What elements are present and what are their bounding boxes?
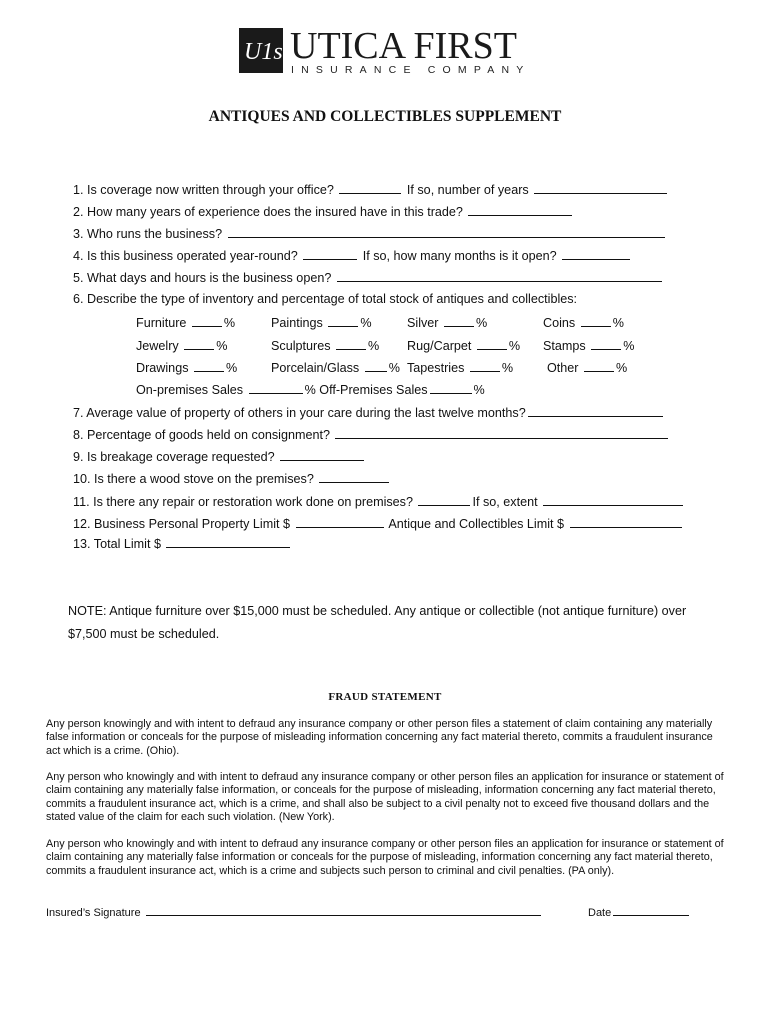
q1-field[interactable] [339,181,401,194]
q8-label: 8. Percentage of goods held on consignment? [73,428,330,442]
logo-mark-text: U1st [244,39,290,65]
tapestries-field[interactable] [470,359,500,372]
inv-coins: Coins % [543,316,624,330]
q4-field[interactable] [303,247,357,260]
fraud-pa: Any person who knowingly and with intent to defraud any insurance company or other person files an application for insurance or statement of claim containing any materially false information or conceals for the purpose of misleading, information concerning any fact material thereto, commits a fraudulent insurance act, which is a crime and subjects such person to criminal and civil penalties. (PA only). [46,838,724,877]
inv-rugcarpet: Rug/Carpet % [407,339,521,353]
q12-label: 12. Business Personal Property Limit $ [73,517,290,531]
stamps-field[interactable] [591,337,621,350]
fraud-ohio: Any person knowingly and with intent to defraud any insurance company or other person files a statement of claim containing any materially false information or conceals for the purpose of misleading information concerning any fact material thereto, commits a fraudulent insurance act which is a crime. (Ohio). [46,718,713,757]
q5-field[interactable] [337,269,662,282]
q12-field[interactable] [296,515,384,528]
fraud-heading: FRAUD STATEMENT [328,691,442,703]
sculptures-field[interactable] [336,337,366,350]
question-11 [73,493,685,509]
question-4 [73,247,632,263]
coins-field[interactable] [581,314,611,327]
offprem-field[interactable] [430,381,472,394]
inv-porcelain: Porcelain/Glass % [271,361,400,375]
q4b-field[interactable] [562,247,630,260]
q12b-field[interactable] [570,515,682,528]
drawings-field[interactable] [194,359,224,372]
note-line-2: $7,500 must be scheduled. [68,627,220,641]
q9-label: 9. Is breakage coverage requested? [73,450,275,464]
q5-label: 5. What days and hours is the business open? [73,271,332,285]
company-logo-mark [239,28,290,73]
inv-drawings: Drawings % [136,361,238,375]
q9-field[interactable] [280,448,364,461]
signature-label: Insured’s Signature [46,907,141,919]
q2-label: 2. How many years of experience does the insured have in this trade? [73,205,463,219]
q7-field[interactable] [528,404,663,417]
q8-field[interactable] [335,426,668,439]
inv-jewelry: Jewelry % [136,339,228,353]
question-2 [73,203,574,219]
signature-row [46,905,543,919]
company-subtitle: INSURANCE COMPANY [291,64,531,76]
signature-field[interactable] [146,905,541,916]
q4b-label: If so, how many months is it open? [362,249,557,263]
q11b-field[interactable] [543,493,683,506]
question-7 [73,404,665,420]
inv-other: Other % [547,361,628,375]
q13-field[interactable] [166,537,290,548]
question-6: 6. Describe the type of inventory and percentage of total stock of antiques and collectibles: [73,292,578,306]
q3-label: 3. Who runs the business? [73,227,223,241]
inv-stamps: Stamps % [543,339,635,353]
q13-label: 13. Total Limit $ [73,537,161,551]
inv-sculptures: Sculptures % [271,339,380,353]
furniture-field[interactable] [192,314,222,327]
rugcarpet-field[interactable] [477,337,507,350]
question-8 [73,426,670,442]
q11-label: 11. Is there any repair or restoration work done on premises? [73,495,413,509]
other-field[interactable] [584,359,614,372]
date-field[interactable] [613,905,689,916]
jewelry-field[interactable] [184,337,214,350]
q2-field[interactable] [468,203,572,216]
q7-label: 7. Average value of property of others in your care during the last twelve months? [73,406,526,420]
paintings-field[interactable] [328,314,358,327]
q3-field[interactable] [228,225,665,238]
question-10 [73,470,391,486]
q1-label: 1. Is coverage now written through your office? [73,183,334,197]
q10-field[interactable] [319,470,389,483]
q11b-label: If so, extent [472,495,538,509]
question-5 [73,269,664,285]
porcelain-field[interactable] [365,359,387,372]
fraud-newyork: Any person who knowingly and with intent to defraud any insurance company or other person files an application for insurance or statement of claim containing any materially false information, or conceals for the purpose of misleading, information concerning any fact material thereto, commits a fraudulent insurance act, which is a crime, and shall also be subject to a civil penalty not to exceed five thousand dollars and the stated value of the claim for each such violation. (New York). [46,771,724,824]
date-row [588,905,691,919]
page-title: ANTIQUES AND COLLECTIBLES SUPPLEMENT [208,108,562,125]
question-1 [73,181,669,197]
inv-tapestries: Tapestries % [407,361,514,375]
inv-silver: Silver % [407,316,488,330]
date-label: Date [588,907,612,919]
q12b-label: Antique and Collectibles Limit $ [388,517,565,531]
question-9 [73,448,366,464]
question-3 [73,225,667,241]
q1b-label: If so, number of years [406,183,529,197]
inv-paintings: Paintings % [271,316,372,330]
silver-field[interactable] [444,314,474,327]
q10-label: 10. Is there a wood stove on the premises? [73,472,314,486]
q1b-field[interactable] [534,181,667,194]
note-line-1: NOTE: Antique furniture over $15,000 must be scheduled. Any antique or collectible (not antique furniture) over [68,604,687,618]
question-12 [73,515,684,531]
onprem-field[interactable] [249,381,303,394]
company-name: UTICA FIRST [290,25,517,67]
q11-field[interactable] [418,493,470,506]
inv-sales: On-premises Sales % Off-Premises Sales % [136,383,485,397]
inv-furniture: Furniture % [136,316,236,330]
q4-label: 4. Is this business operated year-round? [73,249,298,263]
question-13 [73,537,292,551]
